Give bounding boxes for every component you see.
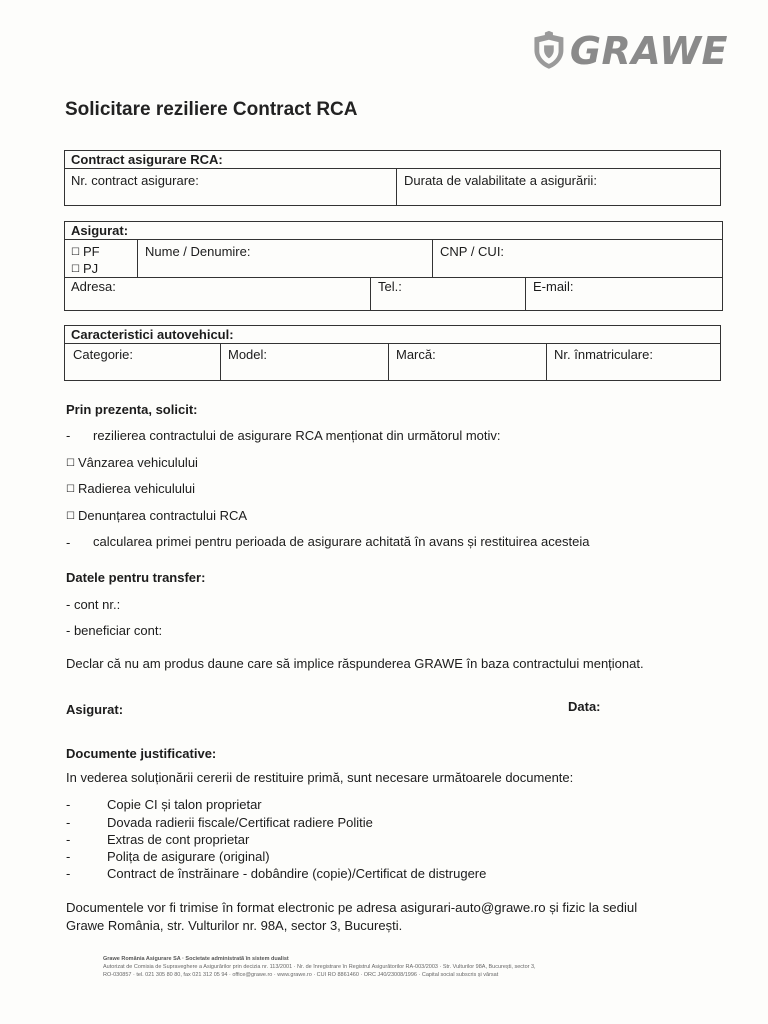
contract-header: Contract asigurare RCA: <box>65 151 720 169</box>
checkbox-icon: ☐ <box>66 484 75 495</box>
documents-closing-line1: Documentele vor fi trimise în format electronic pe adresa asigurari-auto@grawe.ro și fizic la sediul <box>66 900 638 915</box>
category-field[interactable]: Categorie: <box>73 347 133 362</box>
address-field[interactable]: Adresa: <box>71 279 116 294</box>
email-field[interactable]: E-mail: <box>533 279 574 294</box>
vehicle-header: Caracteristici autovehicul: <box>65 326 720 344</box>
footer-company: Grawe România Asigurare SA · Societate administrată în sistem dualist <box>103 956 289 962</box>
list-item: Dovada radierii fiscale/Certificat radiere Politie <box>107 815 373 830</box>
contract-section <box>64 150 721 206</box>
brand-field[interactable]: Marcă: <box>396 347 436 362</box>
list-item: Extras de cont proprietar <box>107 832 250 847</box>
declaration-text: Declar că nu am produs daune care să implice răspunderea GRAWE în baza contractului menționat. <box>66 656 644 671</box>
beneficiary-field[interactable]: - beneficiar cont: <box>66 623 163 638</box>
checkbox-icon: ☐ <box>66 511 75 522</box>
cnp-field[interactable]: CNP / CUI: <box>440 244 505 259</box>
page-title: Solicitare reziliere Contract RCA <box>65 99 358 120</box>
option-denunciation-checkbox[interactable]: ☐ Denunțarea contractului RCA <box>66 508 248 523</box>
vehicle-section <box>64 325 721 381</box>
option-deregistration-checkbox[interactable]: ☐ Radierea vehiculului <box>66 481 196 496</box>
signature-insured-label: Asigurat: <box>66 702 124 717</box>
registration-field[interactable]: Nr. înmatriculare: <box>554 347 653 362</box>
list-item: Polița de asigurare (original) <box>107 849 270 864</box>
account-number-field[interactable]: - cont nr.: <box>66 597 121 612</box>
signature-date-label: Data: <box>568 699 601 714</box>
checkbox-icon: ☐ <box>66 458 75 469</box>
name-field[interactable]: Nume / Denumire: <box>145 244 251 259</box>
checkbox-icon: ☐ <box>71 247 80 258</box>
pf-checkbox[interactable]: ☐ PF <box>71 244 100 259</box>
footer-contact: RO-030857 · tel. 021 305 80 80, fax 021 312 05 94 · office@grawe.ro · www.grawe.ro · CUI RO 8861460 · ORC J40/23008/1996 · Capital social subscris și vărsat <box>103 972 499 978</box>
pj-checkbox[interactable]: ☐ PJ <box>71 261 99 276</box>
list-item: Copie CI și talon proprietar <box>107 797 262 812</box>
logo-text: GRAWE <box>569 29 728 73</box>
grawe-logo <box>528 26 728 76</box>
transfer-heading: Datele pentru transfer: <box>66 570 206 585</box>
option-sale-checkbox[interactable]: ☐ Vânzarea vehiculului <box>66 455 198 470</box>
crest-icon <box>528 26 570 76</box>
document-page: GRAWE Solicitare reziliere Contract RCA Contract asigurare RCA: Nr. contract asigurare: Durata de valabilitate a asigurării: Asigurat: ☐ PF ☐ PJ Nume / Denumire: CNP / CUI: Adresa: Tel.: E-mail: Caracteristici autovehicul: Categorie: Model: Marcă: Nr. înmatriculare: Prin prezenta, solicit: - rezilierea contractului de asigurare RCA menționat din următorul motiv: ☐ Vânzarea vehiculului ☐ Radierea vehiculului ☐ Denunțarea contractului RCA - calcularea primei pentru perioada de asigurare achitată în avans și restituirea acesteia Datele pentru transfer: - cont nr.: - beneficiar cont: Declar că nu am produs daune care să implice răspunderea GRAWE în baza contractului menționat. Asigurat: Data: Documente justificative: In vederea soluționării cererii de restituire primă, sunt necesare următoarele documente: - Copie CI și talon proprietar - Dovada radierii fiscale/Certificat radiere Politie - Extras de cont proprietar - Polița de asigurare (original) - Contract de înstrăinare - dobândire (copie)/Certificat de distrugere Documentele vor fi trimise în format electronic pe adresa asigurari-auto@grawe.ro și fizic la sediul Grawe România, str. Vulturilor nr. 98A, sector 3, București. Grawe România Asigurare SA · Societate administrată în sistem dualist Autorizat de Comisia de Supraveghere a Asigurărilor prin decizia nr. 113/2001 · Nr. de înregistrare în Registrul Asigurătorilor RA-003/2003 · Str. Vulturilor 98A, București, sector 3, RO-030857 · tel. 021 305 80 80, fax 021 312 05 94 · office@grawe.ro · www.grawe.ro · CUI RO 8861460 · ORC J40/23008/1996 · Capital social subscris și vărsat <box>0 0 768 1024</box>
insured-section <box>64 221 723 311</box>
documents-intro: In vederea soluționării cererii de restituire primă, sunt necesare următoarele documente: <box>66 770 574 785</box>
footer-legal: Autorizat de Comisia de Supraveghere a Asigurărilor prin decizia nr. 113/2001 · Nr. de înregistrare în Registrul Asigurătorilor RA-003/2003 · Str. Vulturilor 98A, București, sector 3, <box>103 964 536 970</box>
documents-heading: Documente justificative: <box>66 746 217 761</box>
request-item-termination: rezilierea contractului de asigurare RCA menționat din următorul motiv: <box>93 428 501 443</box>
model-field[interactable]: Model: <box>228 347 268 362</box>
documents-closing-line2: Grawe România, str. Vulturilor nr. 98A, sector 3, București. <box>66 918 403 933</box>
insured-header: Asigurat: <box>65 222 722 240</box>
contract-number-field[interactable]: Nr. contract asigurare: <box>71 173 199 188</box>
checkbox-icon: ☐ <box>71 264 80 275</box>
request-item-refund: calcularea primei pentru perioada de asigurare achitată în avans și restituirea acesteia <box>93 534 590 549</box>
phone-field[interactable]: Tel.: <box>378 279 402 294</box>
request-heading: Prin prezenta, solicit: <box>66 402 198 417</box>
validity-period-field[interactable]: Durata de valabilitate a asigurării: <box>404 173 597 188</box>
list-item: Contract de înstrăinare - dobândire (copie)/Certificat de distrugere <box>107 866 487 881</box>
